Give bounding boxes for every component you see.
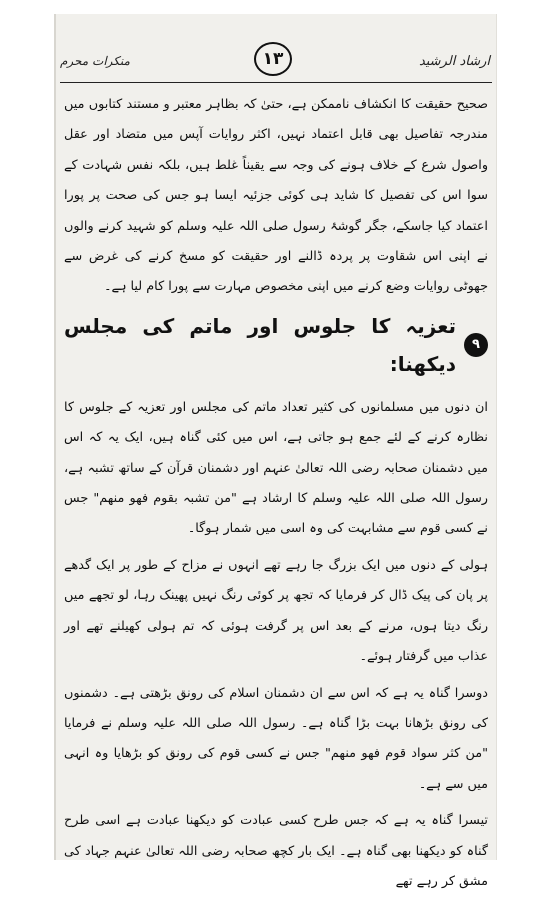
page-body [64,90,488,897]
paragraph: ان دنوں میں مسلمانوں کی کثیر تعداد ماتم کی مجلس اور تعزیہ کے جلوس کا نظارہ کرنے کے لئے جمع ہو جاتی ہے، اس میں کئی گناہ ہیں، ایک یہ کہ اس میں دشمنان صحابہ رضی اللہ تعالیٰ عنہم اور دشمنان قرآن کے ساتھ تشبہ ہے، رسول اللہ صلی اللہ علیہ وسلم کا ارشاد ہے "من تشبہ بقوم فھو منھم" جس نے کسی قوم سے مشابہت کی وہ اسی میں شمار ہوگا۔ [64,399,488,537]
paragraph: ہولی کے دنوں میں ایک بزرگ جا رہے تھے انہوں نے مزاح کے طور پر ایک گدھے پر پان کی پیک ڈال کر فرمایا کہ تجھ پر کوئی رنگ نہیں پھینک رہا، لو تجھے میں رنگ دیتا ہوں، مرنے کے بعد اس پر گرفت ہوئی کہ تم ہولی کھیلنے تھے اور عذاب میں گرفتار ہوئے۔ [64,557,488,665]
section-title: تعزیہ کا جلوس اور ماتم کی مجلس دیکھنا: [64,313,456,376]
page-number-badge: ۱۳ [254,42,292,76]
header-divider [60,82,492,83]
section-heading [64,307,488,383]
book-page [54,14,497,889]
paragraph: تیسرا گناہ یہ ہے کہ جس طرح کسی عبادت کو دیکھنا عبادت ہے اسی طرح گناہ کو دیکھنا بھی گناہ ہے۔ ایک بار کچھ صحابہ رضی اللہ تعالیٰ عنہم جہاد کی مشق کر رہے تھے [64,813,488,889]
section-number-badge: ۹ [464,333,488,357]
paragraph: صحیح حقیقت کا انکشاف ناممکن ہے، حتیٰ کہ بظاہر معتبر و مستند کتابوں میں مندرجہ تفاصیل بھی قابل اعتماد نہیں، اکثر روایات آپس میں متضاد اور عقل واصول شرع کے خلاف ہونے کی وجہ سے یقیناً غلط ہیں، بلکہ نفس شہادت کے سوا اس کی تفصیل کا شاید ہی کوئی جزئیہ ایسا ہو جس کی صحت پر پورا اعتماد کیا جاسکے، جگر گوشۂ رسول صلی اللہ علیہ وسلم کو شہید کرنے والوں نے اپنی اس شقاوت پر پردہ ڈالنے اور حقیقت کو مسخ کرنے کی غرض سے جھوٹی روایات وضع کرنے میں اپنی مخصوص مہارت سے پورا کام لیا ہے۔ [64,97,488,295]
page-header [56,32,496,82]
paragraph: دوسرا گناہ یہ ہے کہ اس سے ان دشمنان اسلام کی رونق بڑھتی ہے۔ دشمنوں کی رونق بڑھانا بہت بڑا گناہ ہے۔ رسول اللہ صلی اللہ علیہ وسلم نے فرمایا "من کثر سواد قوم فھو منھم" جس نے کسی قوم کی رونق کو بڑھایا وہ انہی میں سے ہے۔ [64,685,488,792]
book-title: ارشاد الرشید [418,54,490,69]
chapter-title: منکرات محرم [60,54,130,68]
